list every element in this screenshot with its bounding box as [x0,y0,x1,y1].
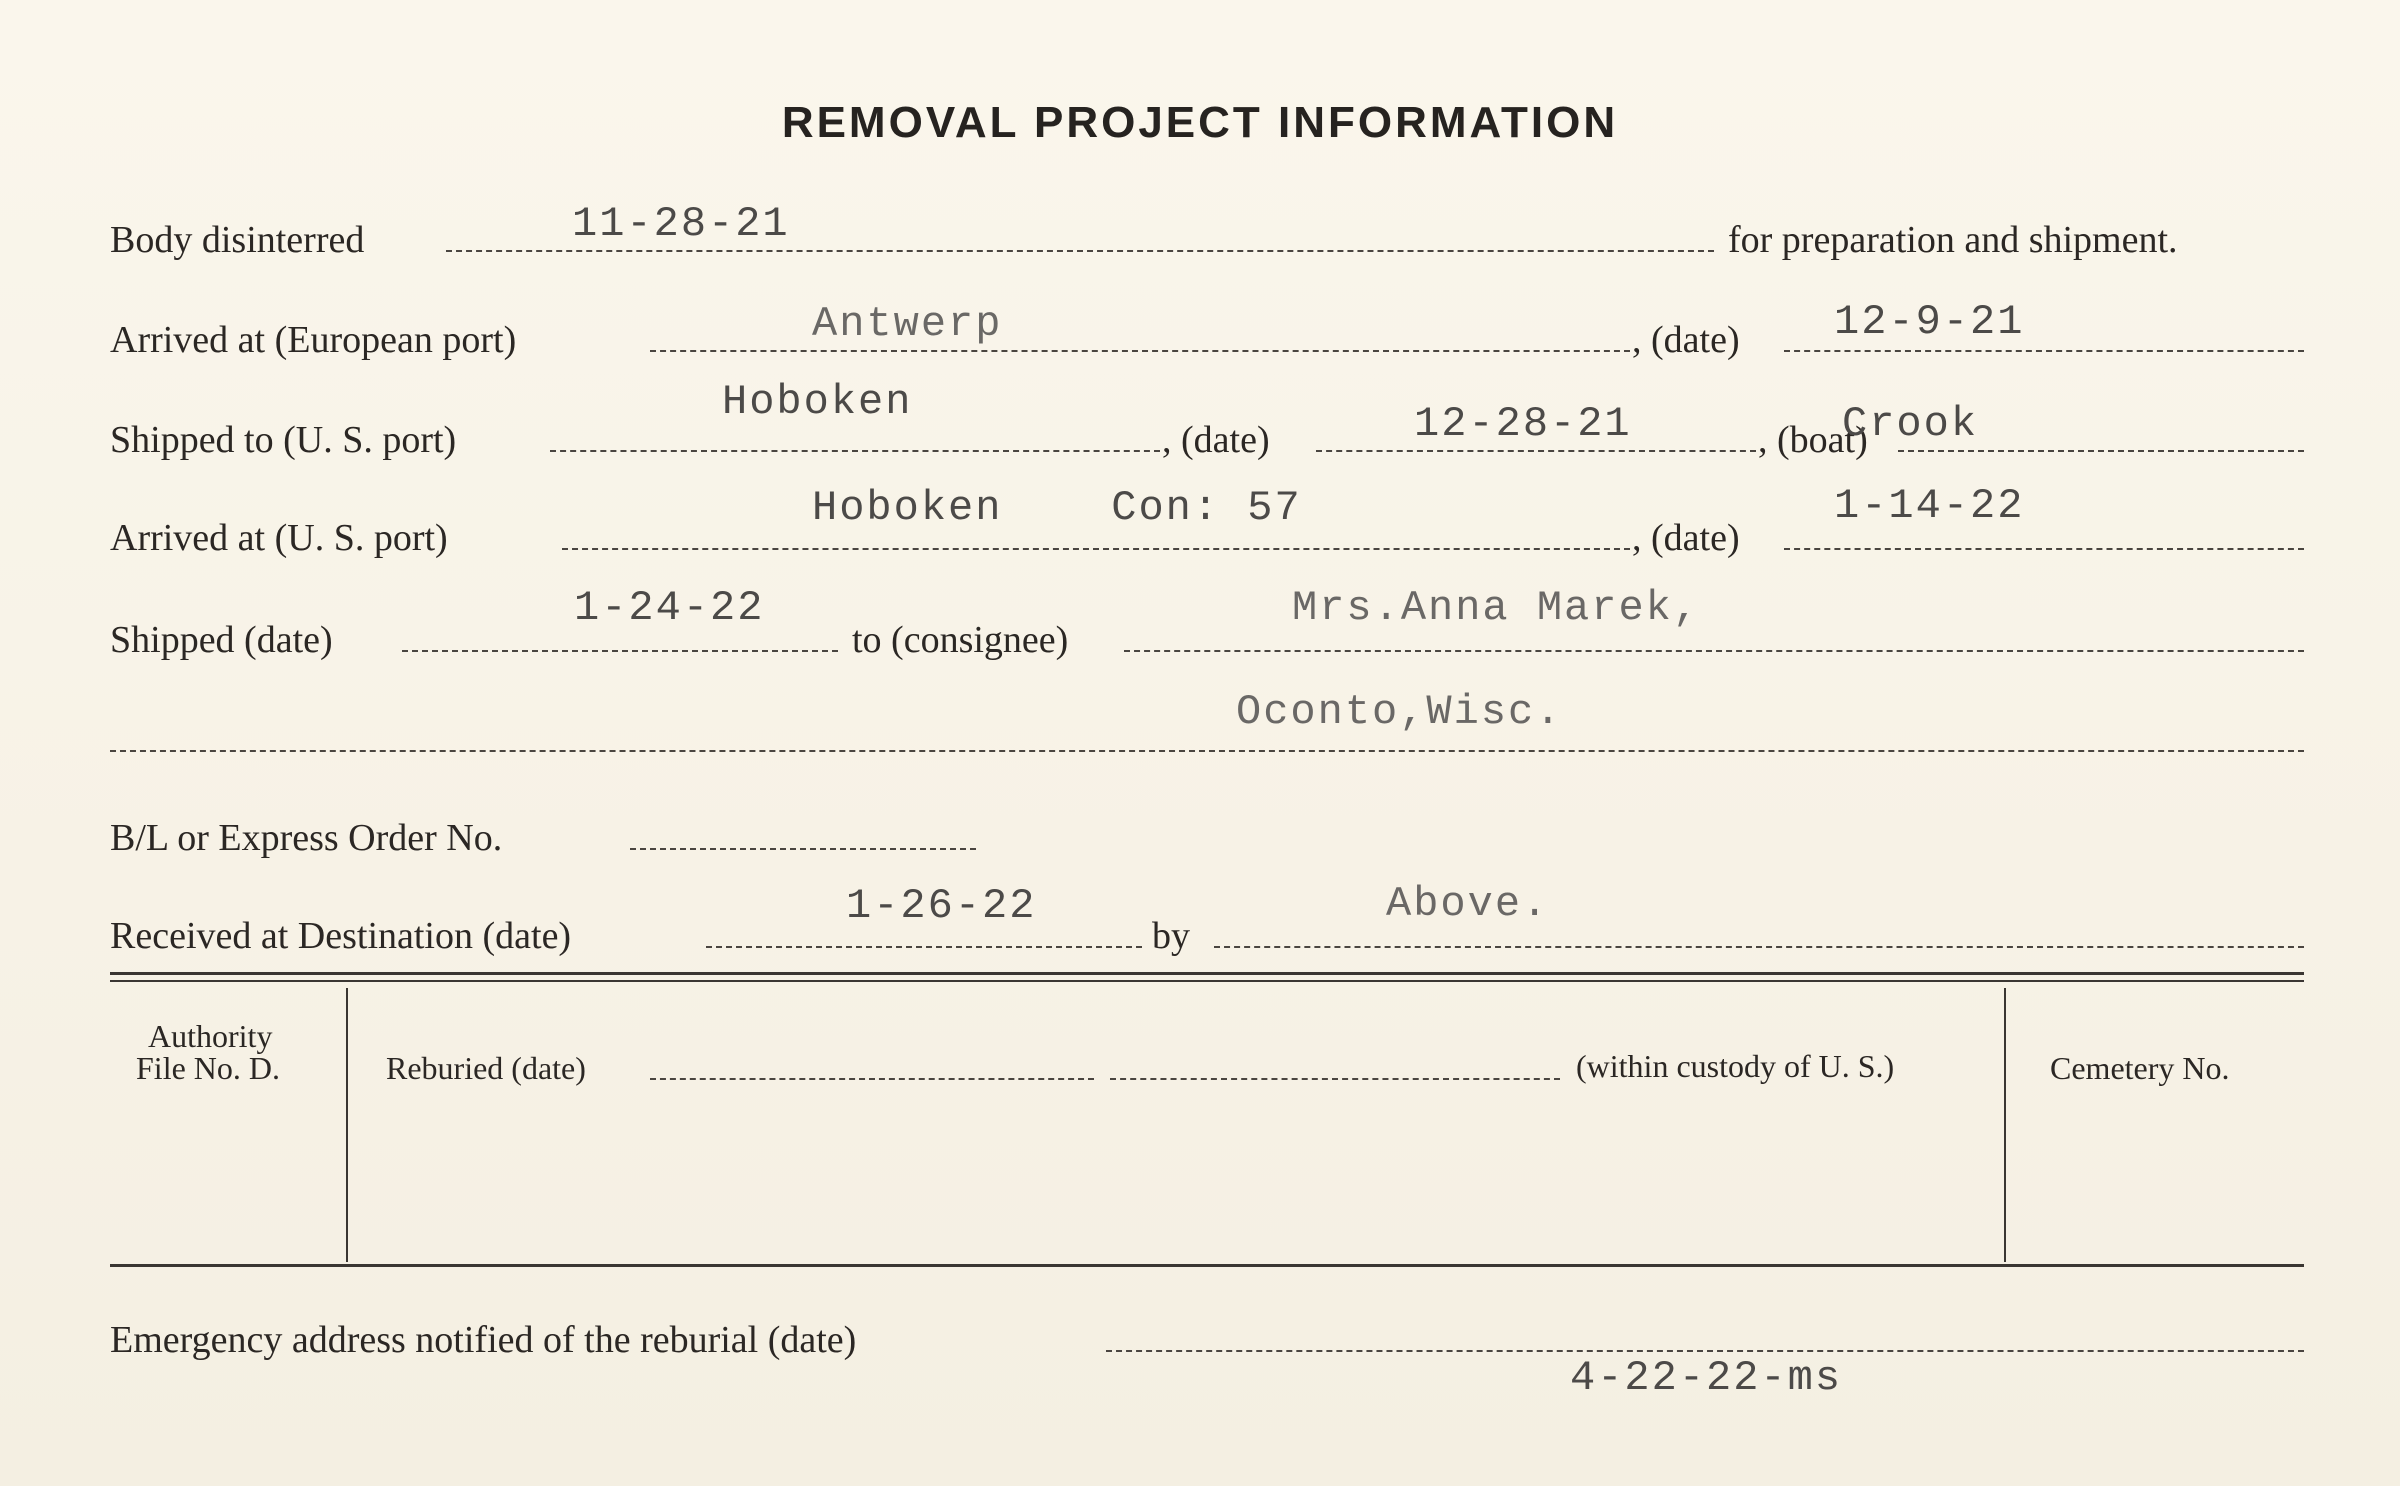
custody-label: (within custody of U. S.) [1576,1048,1895,1084]
shipped-us-label: Shipped to (U. S. port) [110,419,457,461]
consignee-name: Mrs.Anna Marek, [1292,584,1701,632]
received-line [706,946,1142,948]
consignee-address: Oconto,Wisc. [1236,688,1563,736]
arrived-us-port: Hoboken Con: 57 [812,484,1302,532]
consignee-label: to (consignee) [852,619,1069,661]
shipped-us-line [550,450,1160,452]
disinterred-value: 11-28-21 [572,200,790,248]
reburied-line-1 [650,1078,1094,1080]
arrived-europe-label: Arrived at (European port) [110,319,517,361]
double-rule-top [110,972,2304,975]
cemetery-label: Cemetery No. [2050,1050,2230,1086]
disinterred-label: Body disinterred [110,219,365,261]
reburied-line-2 [1110,1078,1560,1080]
table-divider-right [2004,988,2006,1262]
arrived-us-line [562,548,1630,550]
shipped-date-line [402,650,838,652]
card-title: REMOVAL PROJECT INFORMATION [781,98,1619,147]
shipped-us-boat-label: , (boat) [1758,419,1868,461]
shipped-us-boat: Crook [1842,400,1979,448]
bl-label: B/L or Express Order No. [110,817,503,859]
table-divider-left [346,988,348,1262]
emergency-date: 4-22-22-ms [1570,1354,1843,1402]
shipped-date-label: Shipped (date) [110,619,333,661]
received-by-line [1214,946,2304,948]
shipped-us-date: 12-28-21 [1414,400,1632,448]
authority-label: Authority [148,1018,273,1054]
received-by-label: by [1152,915,1190,957]
double-rule-bottom [110,980,2304,982]
arrived-us-date-label: , (date) [1632,517,1740,559]
reburied-label: Reburied (date) [386,1050,586,1086]
consignee-line [1124,650,2304,652]
shipped-us-port: Hoboken [722,378,913,426]
shipped-date: 1-24-22 [574,584,765,632]
arrived-europe-line [650,350,1630,352]
shipped-us-boat-line [1898,450,2304,452]
disinterred-suffix: for preparation and shipment. [1728,219,2178,261]
bl-line [630,848,976,850]
emergency-line [1106,1350,2304,1352]
received-date: 1-26-22 [846,882,1037,930]
received-label: Received at Destination (date) [110,915,572,957]
disinterred-line [446,250,1714,252]
shipped-us-date-label: , (date) [1162,419,1270,461]
arrived-europe-date-line [1784,350,2304,352]
arrived-us-date: 1-14-22 [1834,482,2025,530]
table-bottom-rule [110,1264,2304,1267]
emergency-label: Emergency address notified of the reburial (date) [110,1319,857,1361]
file-no-label: File No. D. [136,1050,280,1086]
shipped-us-date-line [1316,450,1756,452]
arrived-europe-port: Antwerp [812,300,1003,348]
arrived-europe-date-label: , (date) [1632,319,1740,361]
address-line [110,750,2304,752]
arrived-europe-date: 12-9-21 [1834,298,2025,346]
arrived-us-label: Arrived at (U. S. port) [110,517,448,559]
received-by: Above. [1386,880,1550,928]
arrived-us-date-line [1784,548,2304,550]
